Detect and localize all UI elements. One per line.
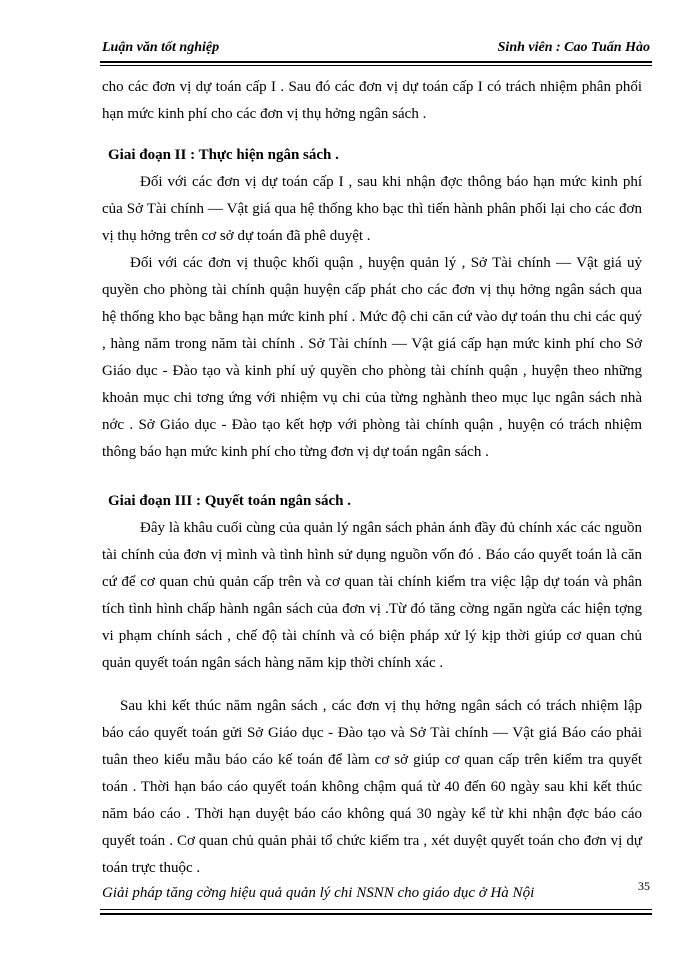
paragraph-stage-3-a: Đây là khâu cuối cùng của quản lý ngân sách phản ánh đầy đủ chính xác các nguồn tài chính của đơn vị mình và tình hình sử dụng nguồn vốn đó . Báo cáo quyết toán là căn cứ để cơ quan chủ quản cấp trên và cơ quan tài chính kiểm tra việc lập dự toán và phân tích tình hình chấp hành ngân sách của đơn vị .Từ đó tăng cờng ngăn ngừa các hiện tợng vi phạm chính sách , chế độ tài chính và có biện pháp xử lý kịp thời giúp cơ quan chủ quản quyết toán ngân sách hàng năm kịp thời chính xác . [102, 520, 642, 671]
paragraph-stage-2-a: Đối với các đơn vị dự toán cấp I , sau khi nhận đợc thông báo hạn mức kinh phí của Sở Tài chính — Vật giá qua hệ thống kho bạc thì tiến hành phân phối lại cho các đơn vị thụ hởng trên cơ sở dự toán đã phê duyệt . [102, 174, 642, 244]
footer-rule-thin [100, 909, 652, 910]
paragraph-stage-3-b: Sau khi kết thúc năm ngân sách , các đơn vị thụ hởng ngân sách có trách nhiệm lập báo cáo quyết toán gửi Sở Giáo dục - Đào tạo và Sở Tài chính — Vật giá Báo cáo phải tuân theo kiểu mẫu báo cáo kế toán để làm cơ sở giúp cơ quan cấp trên kiểm tra quyết toán . Thời hạn báo cáo quyết toán không chậm quá từ 40 đến 60 ngày sau khi kết thúc năm báo cáo . Thời hạn duyệt báo cáo không quá 30 ngày kể từ khi nhận đợc báo cáo quyết toán . Cơ quan chủ quản phải tổ chức kiểm tra , xét duyệt quyết toán cho đơn vị dự toán trực thuộc . [102, 698, 642, 876]
section-heading-stage-2: Giai đoạn II : Thực hiện ngân sách . [108, 147, 339, 163]
header-rule-thin [100, 65, 652, 66]
header-student-name: Sinh viên : Cao Tuấn Hào [497, 40, 650, 55]
footer-rule [100, 913, 652, 915]
paragraph-continuation: cho các đơn vị dự toán cấp I . Sau đó các đơn vị dự toán cấp I có trách nhiệm phân phối hạn mức kinh phí cho các đơn vị thụ hởng ngân sách . [102, 79, 642, 122]
paragraph-stage-2-b: Đối với các đơn vị thuộc khối quận , huyện quản lý , Sở Tài chính — Vật giá uỷ quyền cho phòng tài chính quận huyện cấp phát cho các đơn vị thụ hởng ngân sách qua hệ thống kho bạc bằng hạn mức kinh phí . Mức độ chi căn cứ vào dự toán thu chi các quý , hàng năm trong năm tài chính . Sở Tài chính — Vật giá cấp hạn mức kinh phí cho Sở Giáo dục - Đào tạo và kinh phí uỷ quyền cho phòng tài chính quận , huyện theo những khoản mục chi tơng ứng với nhiệm vụ chi của từng nghành theo mục lục ngân sách nhà nớc . Sở Giáo dục - Đào tạo kết hợp với phòng tài chính quận , huyện có trách nhiệm thông báo hạn mức kinh phí cho từng đơn vị dự toán ngân sách . [102, 255, 642, 460]
page-number: 35 [638, 879, 650, 893]
header-rule [100, 61, 652, 63]
section-heading-stage-3: Giai đoạn III : Quyết toán ngân sách . [108, 493, 351, 509]
header-thesis-label: Luận văn tốt nghiệp [102, 40, 220, 55]
page-header [102, 40, 650, 62]
document-body [102, 74, 642, 882]
page-footer [102, 879, 650, 909]
footer-thesis-title: Giải pháp tăng cờng hiệu quả quản lý chi NSNN cho giáo dục ở Hà Nội [102, 885, 535, 901]
paragraph-gap [102, 677, 642, 693]
